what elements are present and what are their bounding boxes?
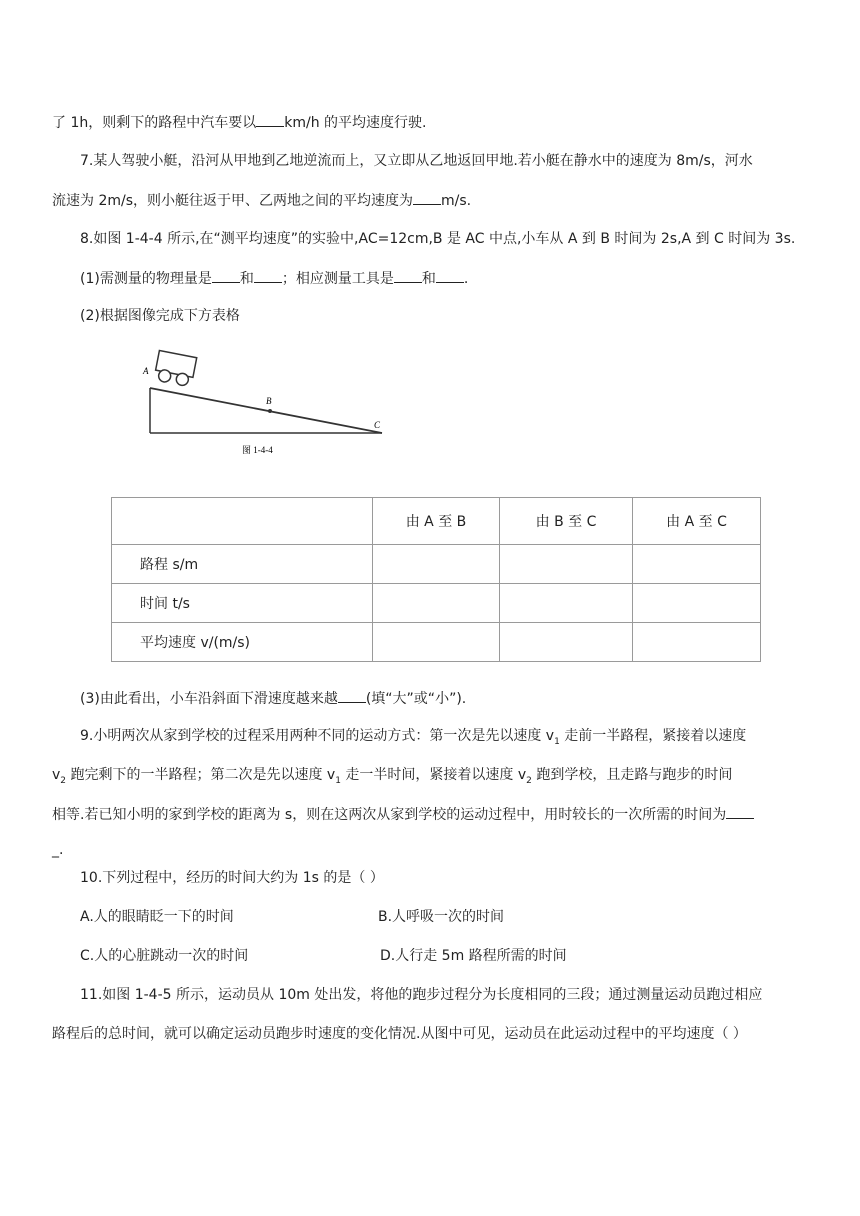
empty-cell	[633, 584, 761, 623]
answer-blank	[413, 190, 441, 205]
text: 跑完剩下的一半路程；第二次是先以速度 v	[66, 767, 336, 783]
text: .	[463, 271, 469, 287]
question-11-line-2: 路程后的总时间，就可以确定运动员跑步时速度的变化情况.从图中可见，运动员在此运动过程中的平均速度（ ）	[52, 1026, 747, 1042]
subscript: 2	[60, 775, 67, 786]
text: 跑到学校，且走路与跑步的时间	[531, 767, 733, 783]
row-label: 时间 t/s	[112, 584, 373, 623]
cart	[154, 350, 197, 387]
label-a: A	[143, 366, 149, 376]
text: (1)需测量的物理量是	[80, 271, 212, 287]
empty-cell	[500, 584, 633, 623]
answer-blank	[256, 112, 284, 127]
question-10-stem: 10.下列过程中，经历的时间大约为 1s 的是（ ）	[80, 870, 384, 886]
answer-blank	[436, 268, 464, 283]
label-b: B	[266, 396, 272, 406]
answer-blank	[726, 804, 754, 819]
empty-cell	[373, 623, 500, 662]
text: km/h 的平均速度行驶.	[284, 115, 427, 131]
row-label: 平均速度 v/(m/s)	[112, 623, 373, 662]
text: (填“大”或“小”).	[365, 691, 467, 707]
text: 9.小明两次从家到学校的过程采用两种不同的运动方式：第一次是先以速度 v	[80, 728, 555, 744]
text: ；相应测量工具是	[281, 271, 394, 287]
text: 走前一半路程，紧接着以速度	[559, 728, 747, 744]
text: (3)由此看出，小车沿斜面下滑速度越来越	[80, 691, 338, 707]
answer-blank	[394, 268, 422, 283]
question-10-option-a: A.人的眼睛眨一下的时间	[80, 909, 234, 925]
question-11-line-1: 11.如图 1-4-5 所示，运动员从 10m 处出发，将他的跑步过程分为长度相同的三段；通过测量运动员跑过相应	[80, 987, 763, 1003]
text: 流速为 2m/s，则小艇往返于甲、乙两地之间的平均速度为	[52, 193, 414, 209]
question-8-part-3	[80, 688, 466, 709]
question-8-part-1	[80, 268, 468, 289]
ramp-slope	[150, 388, 382, 433]
answer-blank	[338, 688, 366, 703]
text: 走一半时间，紧接着以速度 v	[340, 767, 527, 783]
subscript: 1	[335, 775, 341, 786]
point-b-dot	[268, 409, 272, 413]
question-9-line-4: _.	[52, 842, 64, 858]
text: m/s.	[441, 193, 472, 209]
question-10-option-d: D.人行走 5m 路程所需的时间	[380, 948, 567, 964]
continued-question-line	[52, 112, 426, 133]
question-9-line-1	[80, 726, 746, 752]
text: v	[52, 767, 61, 783]
empty-cell	[500, 623, 633, 662]
question-9-line-2	[52, 765, 732, 791]
header-cell: 由 B 至 C	[500, 498, 633, 545]
answer-blank	[212, 268, 240, 283]
table-row	[112, 584, 761, 623]
header-cell: 由 A 至 C	[633, 498, 761, 545]
answer-blank	[254, 268, 282, 283]
question-8-part-2: (2)根据图像完成下方表格	[80, 308, 240, 324]
table-row	[112, 545, 761, 584]
question-8-stem: 8.如图 1-4-4 所示,在“测平均速度”的实验中,AC=12cm,B 是 AC 中点,小车从 A 到 B 时间为 2s,A 到 C 时间为 3s.	[80, 231, 796, 247]
question-7-line-1: 7.某人驾驶小艇，沿河从甲地到乙地逆流而上，又立即从乙地返回甲地.若小艇在静水中的速度为 8m/s，河水	[80, 153, 753, 169]
row-label: 路程 s/m	[112, 545, 373, 584]
header-cell: 由 A 至 B	[373, 498, 500, 545]
header-cell	[112, 498, 373, 545]
question-7-line-2	[52, 190, 471, 211]
table-header-row	[112, 498, 761, 545]
text: 了 1h，则剩下的路程中汽车要以	[52, 115, 257, 131]
incline-diagram	[136, 340, 396, 465]
subscript: 2	[526, 775, 532, 786]
subscript: 1	[554, 736, 560, 747]
text: 和	[421, 271, 436, 287]
empty-cell	[633, 545, 761, 584]
question-9-line-3	[52, 804, 754, 825]
text: 相等.若已知小明的家到学校的距离为 s，则在这两次从家到学校的运动过程中，用时较长的一次所需的时间为	[52, 807, 727, 823]
figure-caption: 图 1-4-4	[242, 445, 273, 455]
table-row	[112, 623, 761, 662]
question-10-option-b: B.人呼吸一次的时间	[378, 909, 505, 925]
empty-cell	[373, 545, 500, 584]
data-table	[111, 497, 761, 662]
empty-cell	[500, 545, 633, 584]
question-10-option-c: C.人的心脏跳动一次的时间	[80, 948, 249, 964]
label-c: C	[374, 420, 381, 430]
incline-figure	[136, 340, 396, 465]
empty-cell	[633, 623, 761, 662]
text: 和	[239, 271, 254, 287]
empty-cell	[373, 584, 500, 623]
